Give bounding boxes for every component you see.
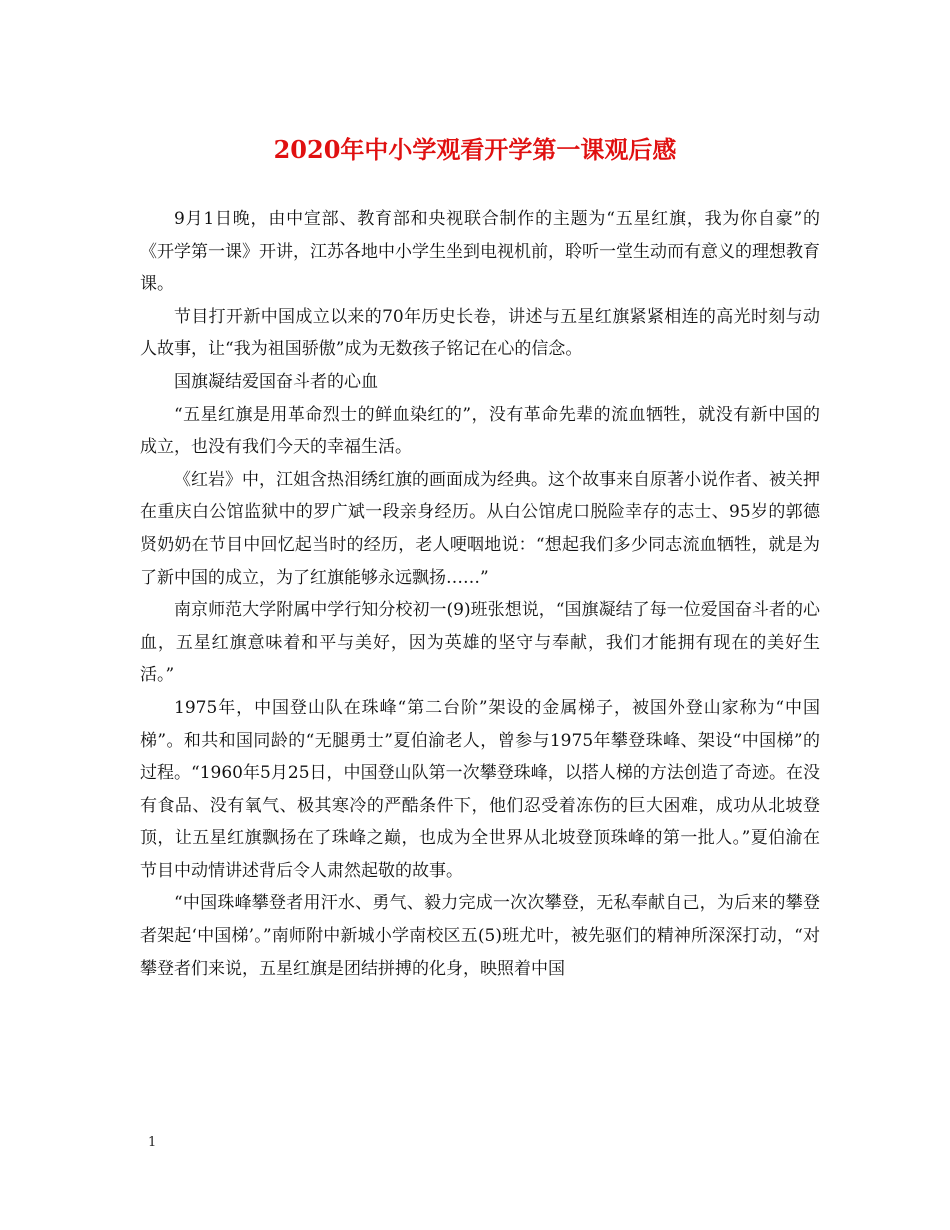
paragraph-4: 《红岩》中，江姐含热泪绣红旗的画面成为经典。这个故事来自原著小说作者、被关押在重庆白公馆监狱中的罗广斌一段亲身经历。从白公馆虎口脱险幸存的志士、95岁的郭德贤奶奶在节目中回忆起当时的经历，老人哽咽地说：“想起我们多少同志流血牺牲，就是为了新中国的成立，为了红旗能够永远飘扬……” (140, 469, 820, 588)
paragraph-3: “五星红旗是用革命烈士的鲜血染红的”，没有革命先辈的流血牺牲，就没有新中国的成立，也没有我们今天的幸福生活。 (140, 404, 820, 458)
paragraph-5: 南京师范大学附属中学行知分校初一(9)班张想说，“国旗凝结了每一位爱国奋斗者的心血，五星红旗意味着和平与美好，因为英雄的坚守与奉献，我们才能拥有现在的美好生活。” (140, 600, 820, 686)
paragraph-7: “中国珠峰攀登者用汗水、勇气、毅力完成一次次攀登，无私奉献自己，为后来的攀登者架起‘中国梯’。”南师附中新城小学南校区五(5)班尤叶，被先驱们的精神所深深打动，“对攀登者们来说，五星红旗是团结拼搏的化身，映照着中国 (140, 893, 820, 979)
paragraph-6: 1975年，中国登山队在珠峰“第二台阶”架设的金属梯子，被国外登山家称为“中国梯”。和共和国同龄的“无腿勇士”夏伯渝老人，曾参与1975年攀登珠峰、架设“中国梯”的过程。“1960年5月25日，中国登山队第一次攀登珠峰，以搭人梯的方法创造了奇迹。在没有食品、没有氧气、极其寒冷的严酷条件下，他们忍受着冻伤的巨大困难，成功从北坡登顶，让五星红旗飘扬在了珠峰之巅，也成为全世界从北坡登顶珠峰的第一批人。”夏伯渝在节目中动情讲述背后令人肃然起敬的故事。 (140, 697, 820, 881)
document-title: 2020年中小学观看开学第一课观后感 (273, 135, 677, 164)
paragraph-1: 9月1日晚，由中宣部、教育部和央视联合制作的主题为“五星红旗，我为你自豪”的《开学第一课》开讲，江苏各地中小学生坐到电视机前，聆听一堂生动而有意义的理想教育课。 (140, 209, 820, 295)
paragraph-2: 节目打开新中国成立以来的70年历史长卷，讲述与五星红旗紧紧相连的高光时刻与动人故事，让“我为祖国骄傲”成为无数孩子铭记在心的信念。 (140, 306, 820, 360)
page-number: 1 (148, 1135, 157, 1150)
document-body (140, 203, 820, 985)
section-heading: 国旗凝结爱国奋斗者的心血 (174, 371, 378, 392)
